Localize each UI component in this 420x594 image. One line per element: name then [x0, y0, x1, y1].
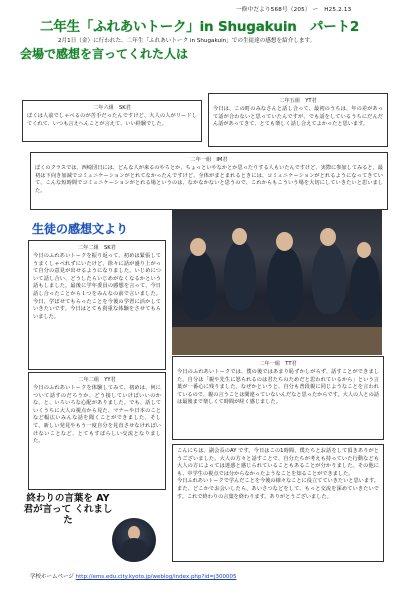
comment-box-im	[30, 152, 388, 210]
comment-body: ぼくのクラスでは、西崎団日には、どんな人が来るのやろとか、ちょっといやなかとか思ったりする人もいたんですけど、実際に参加してみると、最初は下向き加減でコミュニケーションがとれてなかったんですけど、全体がまとまれるときには、コミュニケーションがとれるようになってきていて、こんな短時間でコミュニケーションがとれる場というのは、なかなかないと思うので、これからもこういう場を大切にしていきたいと思いました。	[35, 165, 383, 194]
comment-title: 二年六組 SK君	[93, 105, 131, 111]
comment-box-sk	[22, 100, 202, 142]
intro-text: 2月1日（金）に行われた、二年生「ふれあいトーク in Shugakuin」での生徒達の感想を紹介します。	[58, 38, 316, 44]
essay-title: 二年一組 TT君	[259, 361, 297, 367]
essay-box-sk	[28, 240, 166, 370]
essay-box-yy	[28, 372, 166, 490]
comment-title: 二年一組 IM君	[190, 157, 228, 163]
essay-box-ay	[172, 444, 384, 562]
issue-info: 一修中だより568号（205） ー H25.2.13	[236, 7, 352, 13]
speaker-photo	[112, 518, 156, 562]
comment-box-yt	[208, 93, 388, 147]
essay-title: 二年二組 SK君	[78, 245, 116, 251]
essay-title: 二年二組 YY君	[78, 377, 116, 383]
closing-heading: 終わりの言葉を AY君が言って くれました	[23, 493, 113, 526]
footer	[30, 572, 236, 580]
homepage-link[interactable]: http://ems.edu.city.kyoto.jp/weblog/index.php?id=j300005	[75, 574, 237, 580]
comment-body: ぼくは人前でしゃべるのが苦手だったんですけど、大人の人がリードしてくれて、いつも言えへんことが言えて、いい経験でした。	[27, 113, 197, 127]
essay-body: 今日のふれあいトークを振り返って、初めは緊張してうまくしゃべれずにいたけど、徐々に話が盛り上がって自分の意見が出せるようになりました。いじめについて話し合い、どうしたらいじめがなくなるかという話もしました。最後に学年委員の感想を言って、今日話し合ったことから１つをみんなの前で言いました。今日、学ばせてもらったことを今後の学習に活かしていきたいです。今日はとても貴重な体験をさせてもらいました。	[33, 253, 161, 320]
comment-body: 今日は、この町のみなさんと話し合って、最初のうちは、年の差があって話が合わないと思っていたんですが、でも話をしているうちにだんだん話があってきて、とても楽しく話し合えてよかったと思います。	[213, 106, 383, 128]
section-heading-essays: 生徒の感想文より	[32, 222, 129, 236]
section-heading-venue: 会場で感想を言ってくれた人は	[20, 47, 189, 61]
event-photo	[172, 210, 382, 355]
page-title: 二年生「ふれあいトーク」in Shugakuin パート2	[40, 19, 360, 35]
footer-label: 学校ホームページ	[30, 574, 74, 580]
essay-body: 今日のふれあいトークを体験してみて、初めは、何について話すのだろうか、どう接していけばいいのかな、と、いろいろな心配がありました。でも、話していくうちに大人の視点から見た、マナーや日本のことなど幅広いみんな話を聞くことができました。そして、新しい発見やもう一度自分を見直させなければいけないことなど、とてもすばらしい交流となりました。	[33, 385, 161, 445]
essay-body: 今日のふれあいトークでは、僕の後ではあまり恥ずかしがらず、話すことができました。自分は「親や先生に怒られるのは君たちのためだと思われているから」という言葉が一番心に残りました。なぜかというと、自分も普段親に同じようなことを言われているので、親の言うことは間違っていないんだなと思ったからです。大人の人との話は最後まで楽しくて時間が経く感じました。	[177, 369, 379, 406]
essay-box-tt	[172, 356, 384, 440]
comment-title: 二年五組 YT君	[279, 98, 317, 104]
essay-body: こんにちは。副会長のAY です。今日はこの1時間、僕たちとお話をして頂きありがとうございました。大人の方々と話すことで、自分たちが考えも持っていた行動なども大人の方によっては迷惑と感じられていることもあることが分かりました。その他にも、中学生の視点では分からなかったようなことを知ることができました。 今日ふれあいトークで学んだことを今後の様々なことに役立てていきたいと思います。また、どこかでお会いしたら、あいさつなどをして、もっと交流を深めていきたいです。これで終わりの言葉を終わります。ありがとうございました。	[177, 448, 379, 500]
